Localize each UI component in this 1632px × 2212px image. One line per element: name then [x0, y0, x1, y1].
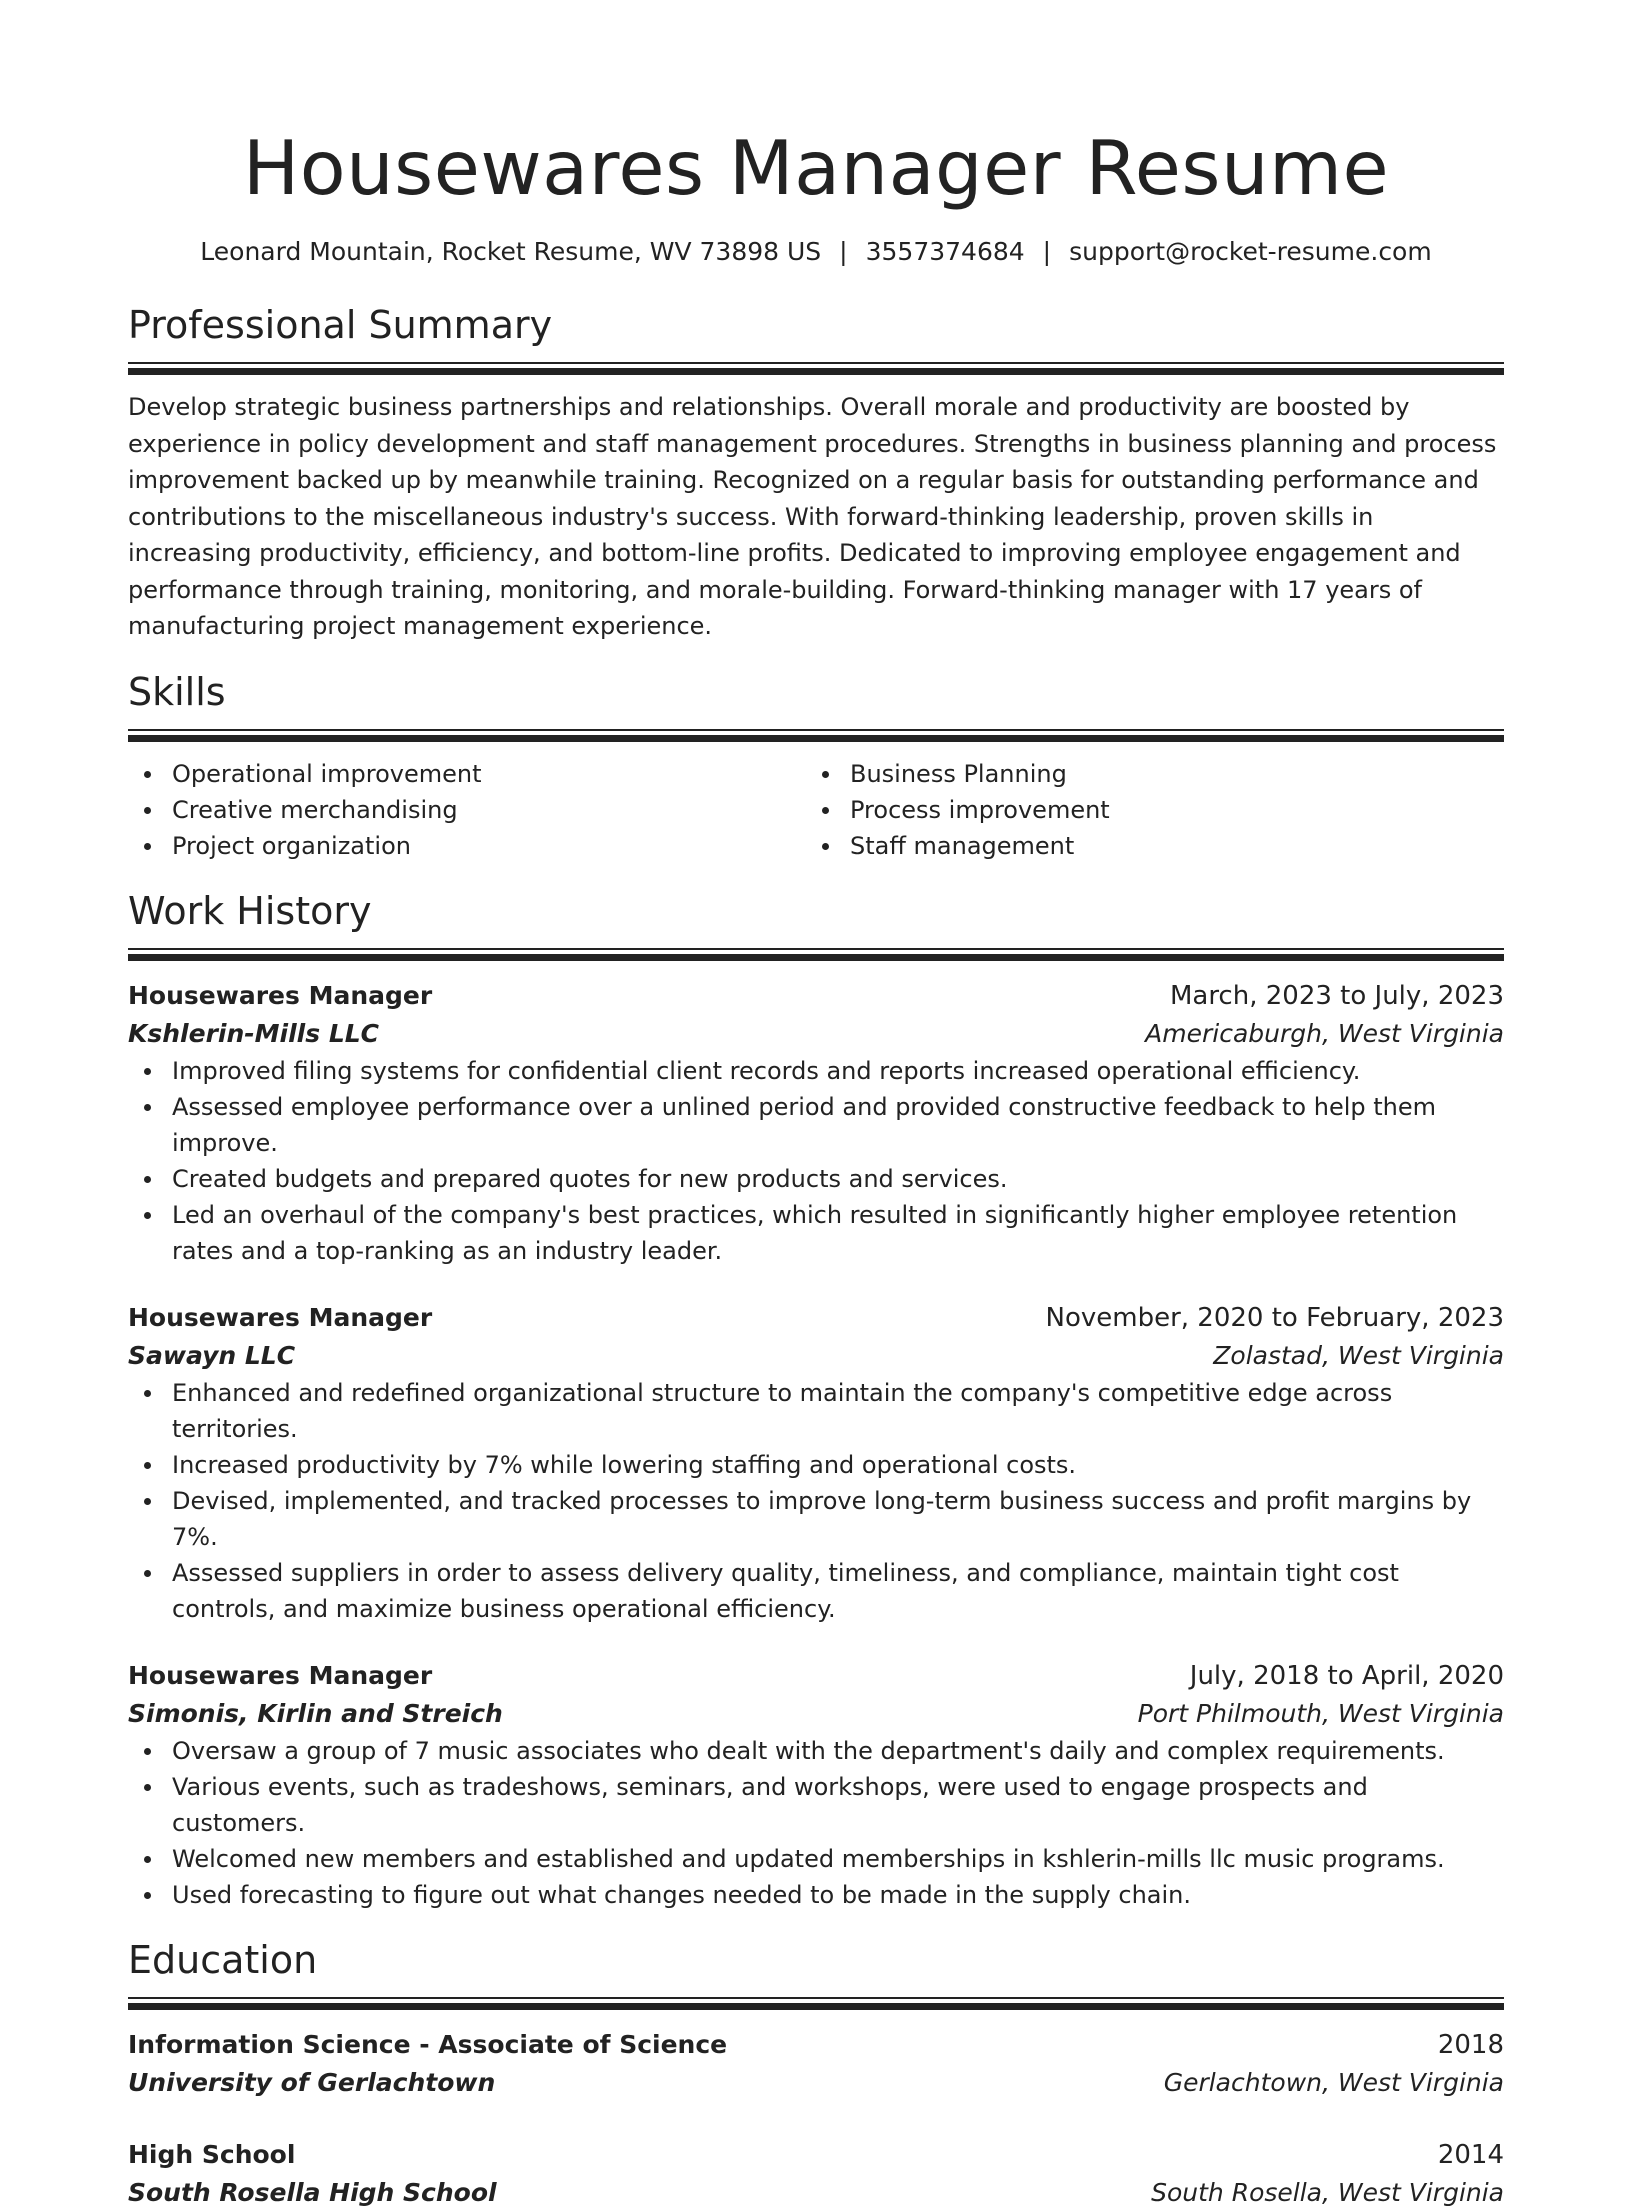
job-header — [128, 1299, 1504, 1337]
job-bullets — [128, 1375, 1504, 1627]
education-header — [128, 2026, 1504, 2064]
job-title: Housewares Manager — [128, 980, 433, 1010]
job-bullet: Assessed suppliers in order to assess delivery quality, timeliness, and compliance, maintain tight cost controls, and maximize business operational efficiency. — [128, 1555, 1504, 1627]
education-entry — [128, 2136, 1504, 2212]
summary-heading: Professional Summary — [128, 303, 553, 347]
job-title: Housewares Manager — [128, 1302, 433, 1332]
education-entry — [128, 2026, 1504, 2102]
job-company: Sawayn LLC — [128, 1340, 296, 1370]
job-bullet: Oversaw a group of 7 music associates who dealt with the department's daily and complex requirements. — [128, 1733, 1504, 1769]
education-header — [128, 2136, 1504, 2174]
skills-list — [128, 756, 1504, 864]
education-school: South Rosella High School — [128, 2177, 497, 2207]
job-company: Kshlerin-Mills LLC — [128, 1018, 380, 1048]
education-year: 2018 — [1437, 2029, 1504, 2060]
job-bullet: Improved filing systems for confidential client records and reports increased operational efficiency. — [128, 1053, 1504, 1089]
skill-item: Staff management — [806, 828, 1504, 864]
job-dates: November, 2020 to February, 2023 — [1045, 1302, 1504, 1333]
education-location: South Rosella, West Virginia — [1151, 2177, 1504, 2207]
contact-separator: | — [839, 237, 848, 266]
job-bullet: Led an overhaul of the company's best practices, which resulted in significantly higher employee retention rates and a top-ranking as an industry leader. — [128, 1197, 1504, 1269]
job-bullet: Increased productivity by 7% while lowering staffing and operational costs. — [128, 1447, 1504, 1483]
section-divider — [128, 729, 1504, 742]
education-year: 2014 — [1437, 2139, 1504, 2170]
section-divider — [128, 1997, 1504, 2010]
page-title: Housewares Manager Resume — [242, 124, 1390, 212]
education-degree: High School — [128, 2139, 296, 2169]
job-entry — [128, 1657, 1504, 1913]
education-degree: Information Science - Associate of Science — [128, 2029, 728, 2059]
contact-address: Leonard Mountain, Rocket Resume, WV 73898 US — [200, 237, 822, 266]
skills-section — [128, 669, 1504, 864]
contact-email: support@rocket-resume.com — [1069, 237, 1432, 266]
job-bullet: Welcomed new members and established and updated memberships in kshlerin-mills llc music programs. — [128, 1841, 1504, 1877]
education-location: Gerlachtown, West Virginia — [1163, 2067, 1504, 2097]
education-subheader — [128, 2174, 1504, 2212]
job-subheader — [128, 1337, 1504, 1375]
job-dates: July, 2018 to April, 2020 — [1189, 1660, 1504, 1691]
education-school: University of Gerlachtown — [128, 2067, 496, 2097]
job-bullets — [128, 1733, 1504, 1913]
job-subheader — [128, 1015, 1504, 1053]
education-heading: Education — [128, 1937, 318, 1982]
contact-line — [128, 236, 1504, 268]
job-header — [128, 977, 1504, 1015]
job-title: Housewares Manager — [128, 1660, 433, 1690]
summary-section — [128, 302, 1504, 645]
skill-item: Project organization — [128, 828, 806, 864]
job-bullet: Devised, implemented, and tracked processes to improve long-term business success and profit margins by 7%. — [128, 1483, 1504, 1555]
job-bullet: Enhanced and redefined organizational structure to maintain the company's competitive edge across territories. — [128, 1375, 1504, 1447]
work-history-heading: Work History — [128, 888, 372, 933]
contact-separator: | — [1042, 237, 1052, 266]
job-bullets — [128, 1053, 1504, 1269]
job-entry — [128, 977, 1504, 1269]
job-location: Zolastad, West Virginia — [1213, 1340, 1504, 1370]
job-bullet: Various events, such as tradeshows, seminars, and workshops, were used to engage prospects and customers. — [128, 1769, 1504, 1841]
skills-heading: Skills — [128, 669, 226, 714]
job-subheader — [128, 1695, 1504, 1733]
education-section — [128, 1937, 1504, 2212]
summary-text: Develop strategic business partnerships and relationships. Overall morale and productivity are boosted by experience in policy development and staff management procedures. Strengths in business planning and process improvement backed up by meanwhile training. Recognized on a regular basis for outstanding performance and contributions to the miscellaneous industry's success. With forward-thinking leadership, proven skills in increasing productivity, efficiency, and bottom-line profits. Dedicated to improving employee engagement and performance through training, monitoring, and morale-building. Forward-thinking manager with 17 years of manufacturing project management experience. — [128, 393, 1497, 640]
section-divider — [128, 948, 1504, 961]
skill-item: Operational improvement — [128, 756, 806, 792]
job-location: Port Philmouth, West Virginia — [1137, 1698, 1504, 1728]
work-history-section — [128, 888, 1504, 1913]
job-entry — [128, 1299, 1504, 1627]
job-company: Simonis, Kirlin and Streich — [128, 1698, 503, 1728]
skill-item: Process improvement — [806, 792, 1504, 828]
education-subheader — [128, 2064, 1504, 2102]
job-bullet: Used forecasting to figure out what changes needed to be made in the supply chain. — [128, 1877, 1504, 1913]
job-location: Americaburgh, West Virginia — [1145, 1018, 1504, 1048]
job-bullet: Assessed employee performance over a unlined period and provided constructive feedback to help them improve. — [128, 1089, 1504, 1161]
contact-phone: 3557374684 — [865, 237, 1025, 266]
skill-item: Creative merchandising — [128, 792, 806, 828]
skill-item: Business Planning — [806, 756, 1504, 792]
job-bullet: Created budgets and prepared quotes for new products and services. — [128, 1161, 1504, 1197]
job-dates: March, 2023 to July, 2023 — [1169, 980, 1504, 1011]
section-divider — [128, 362, 1504, 375]
job-header — [128, 1657, 1504, 1695]
